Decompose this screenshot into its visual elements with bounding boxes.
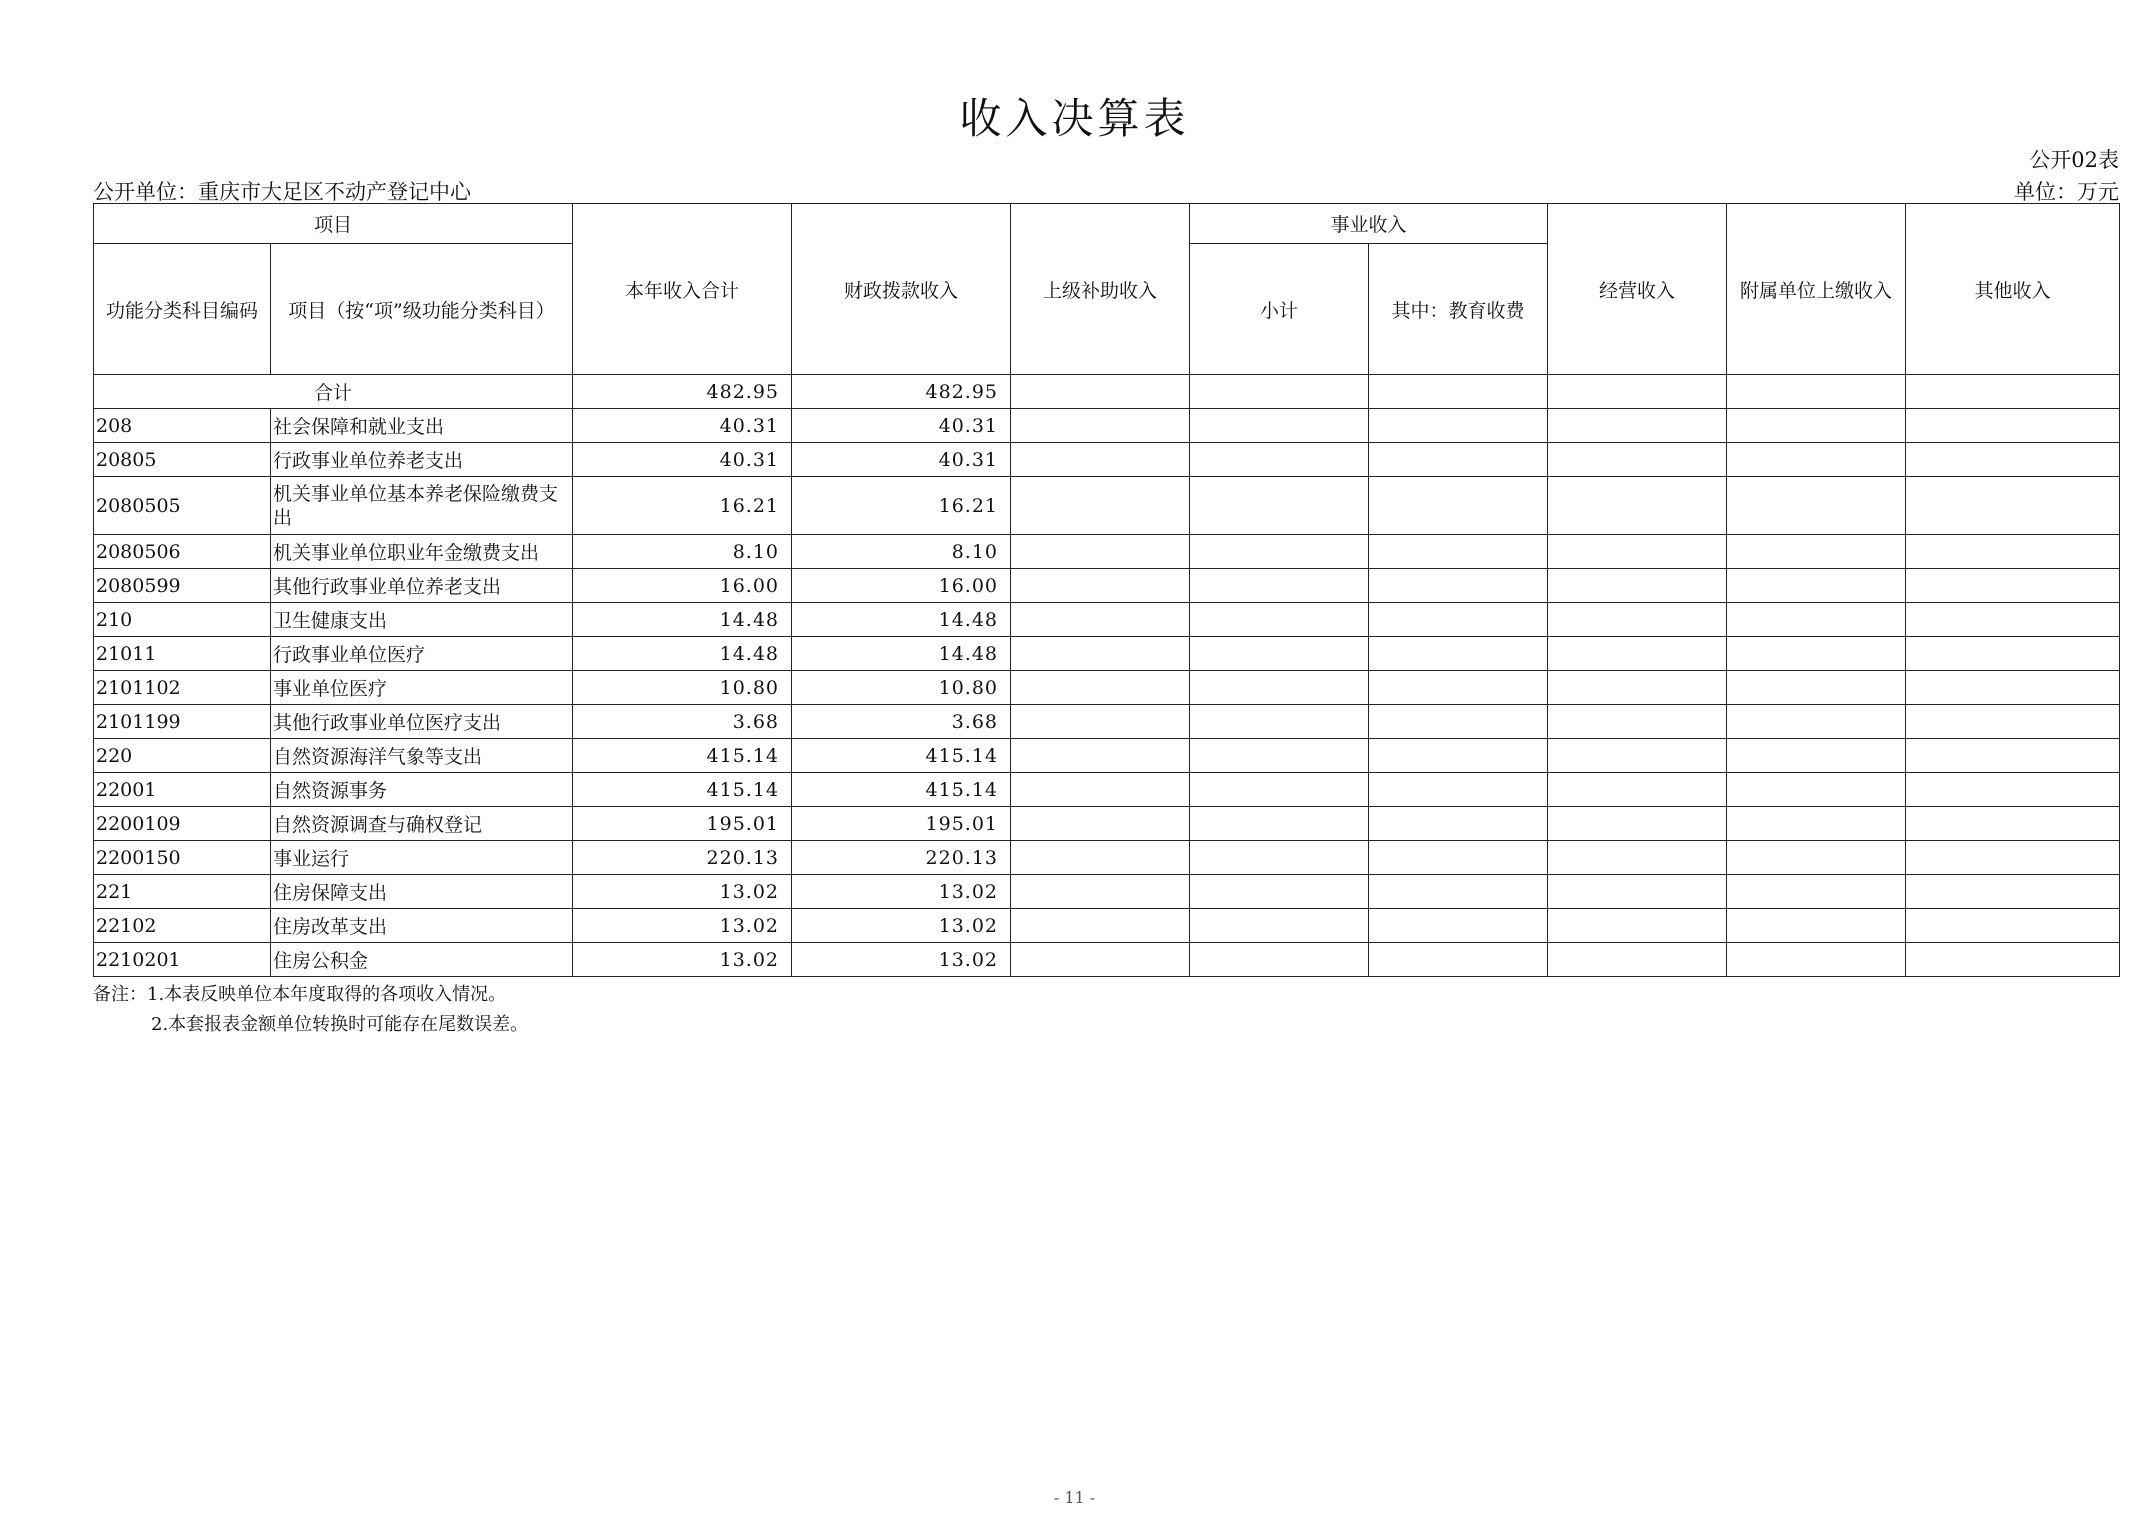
form-number: 公开02表	[2029, 148, 2119, 172]
empty-cell	[1548, 943, 1727, 977]
table-row	[94, 535, 2120, 569]
empty-cell	[1548, 705, 1727, 739]
row-fiscal: 220.13	[792, 841, 1011, 875]
table-row	[94, 943, 2120, 977]
empty-cell	[1727, 603, 1906, 637]
table-row	[94, 875, 2120, 909]
empty-cell	[1727, 569, 1906, 603]
empty-cell	[1011, 773, 1190, 807]
row-fiscal: 13.02	[792, 875, 1011, 909]
header-xiangmu: 项目	[94, 204, 573, 244]
empty-cell	[1190, 671, 1369, 705]
empty-cell	[1011, 409, 1190, 443]
empty-cell	[1727, 739, 1906, 773]
empty-cell	[1011, 671, 1190, 705]
empty-cell	[1906, 443, 2120, 477]
subject-code: 2210201	[94, 943, 271, 977]
subject-name: 行政事业单位医疗	[271, 637, 573, 671]
empty-cell	[1548, 671, 1727, 705]
subject-name: 卫生健康支出	[271, 603, 573, 637]
table-row	[94, 807, 2120, 841]
empty-cell	[1190, 637, 1369, 671]
empty-cell	[1011, 841, 1190, 875]
empty-cell	[1727, 671, 1906, 705]
row-fiscal: 195.01	[792, 807, 1011, 841]
empty-cell	[1727, 535, 1906, 569]
empty-cell	[1011, 943, 1190, 977]
subject-name: 机关事业单位基本养老保险缴费支出	[271, 477, 573, 535]
row-fiscal: 14.48	[792, 637, 1011, 671]
row-total: 14.48	[573, 637, 792, 671]
empty-cell	[1727, 841, 1906, 875]
subject-name: 住房保障支出	[271, 875, 573, 909]
empty-cell	[1369, 875, 1548, 909]
subject-name: 住房改革支出	[271, 909, 573, 943]
empty-cell	[1548, 409, 1727, 443]
empty-cell	[1190, 773, 1369, 807]
row-fiscal: 13.02	[792, 943, 1011, 977]
table-row	[94, 773, 2120, 807]
row-total: 3.68	[573, 705, 792, 739]
table-row	[94, 569, 2120, 603]
empty-cell	[1727, 943, 1906, 977]
subject-code: 21011	[94, 637, 271, 671]
subject-name: 自然资源调查与确权登记	[271, 807, 573, 841]
empty-cell	[1190, 535, 1369, 569]
subject-code: 2080506	[94, 535, 271, 569]
empty-cell	[1369, 569, 1548, 603]
empty-cell	[1727, 477, 1906, 535]
subject-code: 2101102	[94, 671, 271, 705]
empty-cell	[1906, 705, 2120, 739]
row-fiscal: 16.00	[792, 569, 1011, 603]
note-2: 2.本套报表金额单位转换时可能存在尾数误差。	[151, 1014, 529, 1035]
empty-cell	[1369, 773, 1548, 807]
empty-cell	[1369, 409, 1548, 443]
empty-cell	[1369, 535, 1548, 569]
total-sum: 482.95	[573, 375, 792, 409]
empty-cell	[1190, 807, 1369, 841]
row-fiscal: 40.31	[792, 409, 1011, 443]
empty-cell	[1727, 807, 1906, 841]
unit-label: 单位：万元	[2014, 180, 2119, 204]
row-total: 13.02	[573, 943, 792, 977]
table-row	[94, 671, 2120, 705]
empty-cell	[1727, 909, 1906, 943]
empty-cell	[1548, 443, 1727, 477]
subject-code: 2101199	[94, 705, 271, 739]
subject-code: 221	[94, 875, 271, 909]
empty-cell	[1011, 739, 1190, 773]
table-row	[94, 637, 2120, 671]
empty-cell	[1190, 841, 1369, 875]
table-body	[94, 375, 2120, 977]
subject-name: 自然资源海洋气象等支出	[271, 739, 573, 773]
header-fiscal: 财政拨款收入	[792, 204, 1011, 375]
empty-cell	[1011, 637, 1190, 671]
table-row	[94, 909, 2120, 943]
row-fiscal: 3.68	[792, 705, 1011, 739]
empty-cell	[1727, 705, 1906, 739]
empty-cell	[1906, 375, 2120, 409]
empty-cell	[1011, 477, 1190, 535]
row-fiscal: 8.10	[792, 535, 1011, 569]
header-other: 其他收入	[1906, 204, 2120, 375]
empty-cell	[1190, 375, 1369, 409]
row-total: 415.14	[573, 739, 792, 773]
header-edu: 其中：教育收费	[1369, 244, 1548, 375]
empty-cell	[1727, 443, 1906, 477]
empty-cell	[1906, 671, 2120, 705]
empty-cell	[1369, 739, 1548, 773]
row-total: 16.21	[573, 477, 792, 535]
empty-cell	[1906, 841, 2120, 875]
empty-cell	[1369, 375, 1548, 409]
header-total: 本年收入合计	[573, 204, 792, 375]
empty-cell	[1548, 603, 1727, 637]
row-fiscal: 14.48	[792, 603, 1011, 637]
empty-cell	[1190, 943, 1369, 977]
empty-cell	[1906, 943, 2120, 977]
income-table	[93, 203, 2120, 977]
empty-cell	[1190, 875, 1369, 909]
empty-cell	[1906, 909, 2120, 943]
subject-name: 事业单位医疗	[271, 671, 573, 705]
empty-cell	[1727, 637, 1906, 671]
empty-cell	[1727, 773, 1906, 807]
empty-cell	[1727, 409, 1906, 443]
empty-cell	[1548, 773, 1727, 807]
empty-cell	[1369, 637, 1548, 671]
page-number: - 11 -	[1053, 1488, 1096, 1507]
empty-cell	[1906, 739, 2120, 773]
empty-cell	[1727, 875, 1906, 909]
empty-cell	[1011, 705, 1190, 739]
subject-name: 机关事业单位职业年金缴费支出	[271, 535, 573, 569]
row-total: 14.48	[573, 603, 792, 637]
row-fiscal: 10.80	[792, 671, 1011, 705]
subject-name: 其他行政事业单位养老支出	[271, 569, 573, 603]
row-total: 10.80	[573, 671, 792, 705]
table-row	[94, 443, 2120, 477]
empty-cell	[1548, 477, 1727, 535]
subject-name: 事业运行	[271, 841, 573, 875]
subject-code: 220	[94, 739, 271, 773]
empty-cell	[1548, 909, 1727, 943]
table-row	[94, 739, 2120, 773]
row-fiscal: 415.14	[792, 739, 1011, 773]
empty-cell	[1548, 535, 1727, 569]
row-total: 13.02	[573, 875, 792, 909]
header-affiliated: 附属单位上缴收入	[1727, 204, 1906, 375]
note-1: 备注：1.本表反映单位本年度取得的各项收入情况。	[93, 984, 507, 1005]
empty-cell	[1906, 875, 2120, 909]
empty-cell	[1011, 535, 1190, 569]
subject-name: 自然资源事务	[271, 773, 573, 807]
meta-row	[93, 176, 2119, 202]
empty-cell	[1369, 909, 1548, 943]
empty-cell	[1369, 807, 1548, 841]
table-row	[94, 603, 2120, 637]
empty-cell	[1011, 807, 1190, 841]
empty-cell	[1011, 909, 1190, 943]
table-row	[94, 705, 2120, 739]
page-title: 收入决算表	[959, 94, 1190, 143]
empty-cell	[1369, 477, 1548, 535]
header-operating: 经营收入	[1548, 204, 1727, 375]
empty-cell	[1727, 375, 1906, 409]
empty-cell	[1369, 841, 1548, 875]
empty-cell	[1548, 569, 1727, 603]
empty-cell	[1369, 943, 1548, 977]
subject-code: 20805	[94, 443, 271, 477]
subject-code: 2200150	[94, 841, 271, 875]
header-name: 项目（按“项”级功能分类科目）	[271, 244, 573, 375]
table-row	[94, 409, 2120, 443]
empty-cell	[1548, 807, 1727, 841]
empty-cell	[1548, 375, 1727, 409]
header-superior: 上级补助收入	[1011, 204, 1190, 375]
empty-cell	[1011, 875, 1190, 909]
row-total: 195.01	[573, 807, 792, 841]
empty-cell	[1190, 705, 1369, 739]
empty-cell	[1011, 603, 1190, 637]
subject-code: 22001	[94, 773, 271, 807]
empty-cell	[1369, 705, 1548, 739]
header-subtotal: 小计	[1190, 244, 1369, 375]
subject-name: 其他行政事业单位医疗支出	[271, 705, 573, 739]
subject-name: 社会保障和就业支出	[271, 409, 573, 443]
empty-cell	[1190, 443, 1369, 477]
empty-cell	[1190, 569, 1369, 603]
total-fiscal: 482.95	[792, 375, 1011, 409]
row-total: 40.31	[573, 409, 792, 443]
subject-code: 210	[94, 603, 271, 637]
empty-cell	[1190, 477, 1369, 535]
empty-cell	[1190, 409, 1369, 443]
table-row	[94, 477, 2120, 535]
row-total: 415.14	[573, 773, 792, 807]
empty-cell	[1906, 535, 2120, 569]
empty-cell	[1906, 773, 2120, 807]
empty-cell	[1548, 875, 1727, 909]
subject-code: 2080599	[94, 569, 271, 603]
empty-cell	[1190, 739, 1369, 773]
header-code: 功能分类科目编码	[94, 244, 271, 375]
empty-cell	[1906, 637, 2120, 671]
notes	[93, 980, 528, 1040]
empty-cell	[1011, 569, 1190, 603]
empty-cell	[1906, 477, 2120, 535]
subject-code: 208	[94, 409, 271, 443]
row-total: 8.10	[573, 535, 792, 569]
header-business-group: 事业收入	[1190, 204, 1548, 244]
subject-code: 22102	[94, 909, 271, 943]
empty-cell	[1548, 841, 1727, 875]
table-row	[94, 841, 2120, 875]
row-total: 16.00	[573, 569, 792, 603]
empty-cell	[1548, 637, 1727, 671]
subject-name: 行政事业单位养老支出	[271, 443, 573, 477]
empty-cell	[1369, 603, 1548, 637]
row-fiscal: 415.14	[792, 773, 1011, 807]
total-label: 合计	[94, 375, 573, 409]
empty-cell	[1906, 603, 2120, 637]
row-total: 13.02	[573, 909, 792, 943]
empty-cell	[1369, 671, 1548, 705]
total-row	[94, 375, 2120, 409]
row-total: 220.13	[573, 841, 792, 875]
empty-cell	[1906, 569, 2120, 603]
empty-cell	[1548, 739, 1727, 773]
empty-cell	[1369, 443, 1548, 477]
empty-cell	[1906, 807, 2120, 841]
empty-cell	[1906, 409, 2120, 443]
row-fiscal: 16.21	[792, 477, 1011, 535]
subject-name: 住房公积金	[271, 943, 573, 977]
subject-code: 2200109	[94, 807, 271, 841]
row-total: 40.31	[573, 443, 792, 477]
subject-code: 2080505	[94, 477, 271, 535]
empty-cell	[1011, 443, 1190, 477]
row-fiscal: 40.31	[792, 443, 1011, 477]
organization-label: 公开单位：重庆市大足区不动产登记中心	[93, 180, 471, 204]
empty-cell	[1190, 603, 1369, 637]
row-fiscal: 13.02	[792, 909, 1011, 943]
empty-cell	[1011, 375, 1190, 409]
empty-cell	[1190, 909, 1369, 943]
